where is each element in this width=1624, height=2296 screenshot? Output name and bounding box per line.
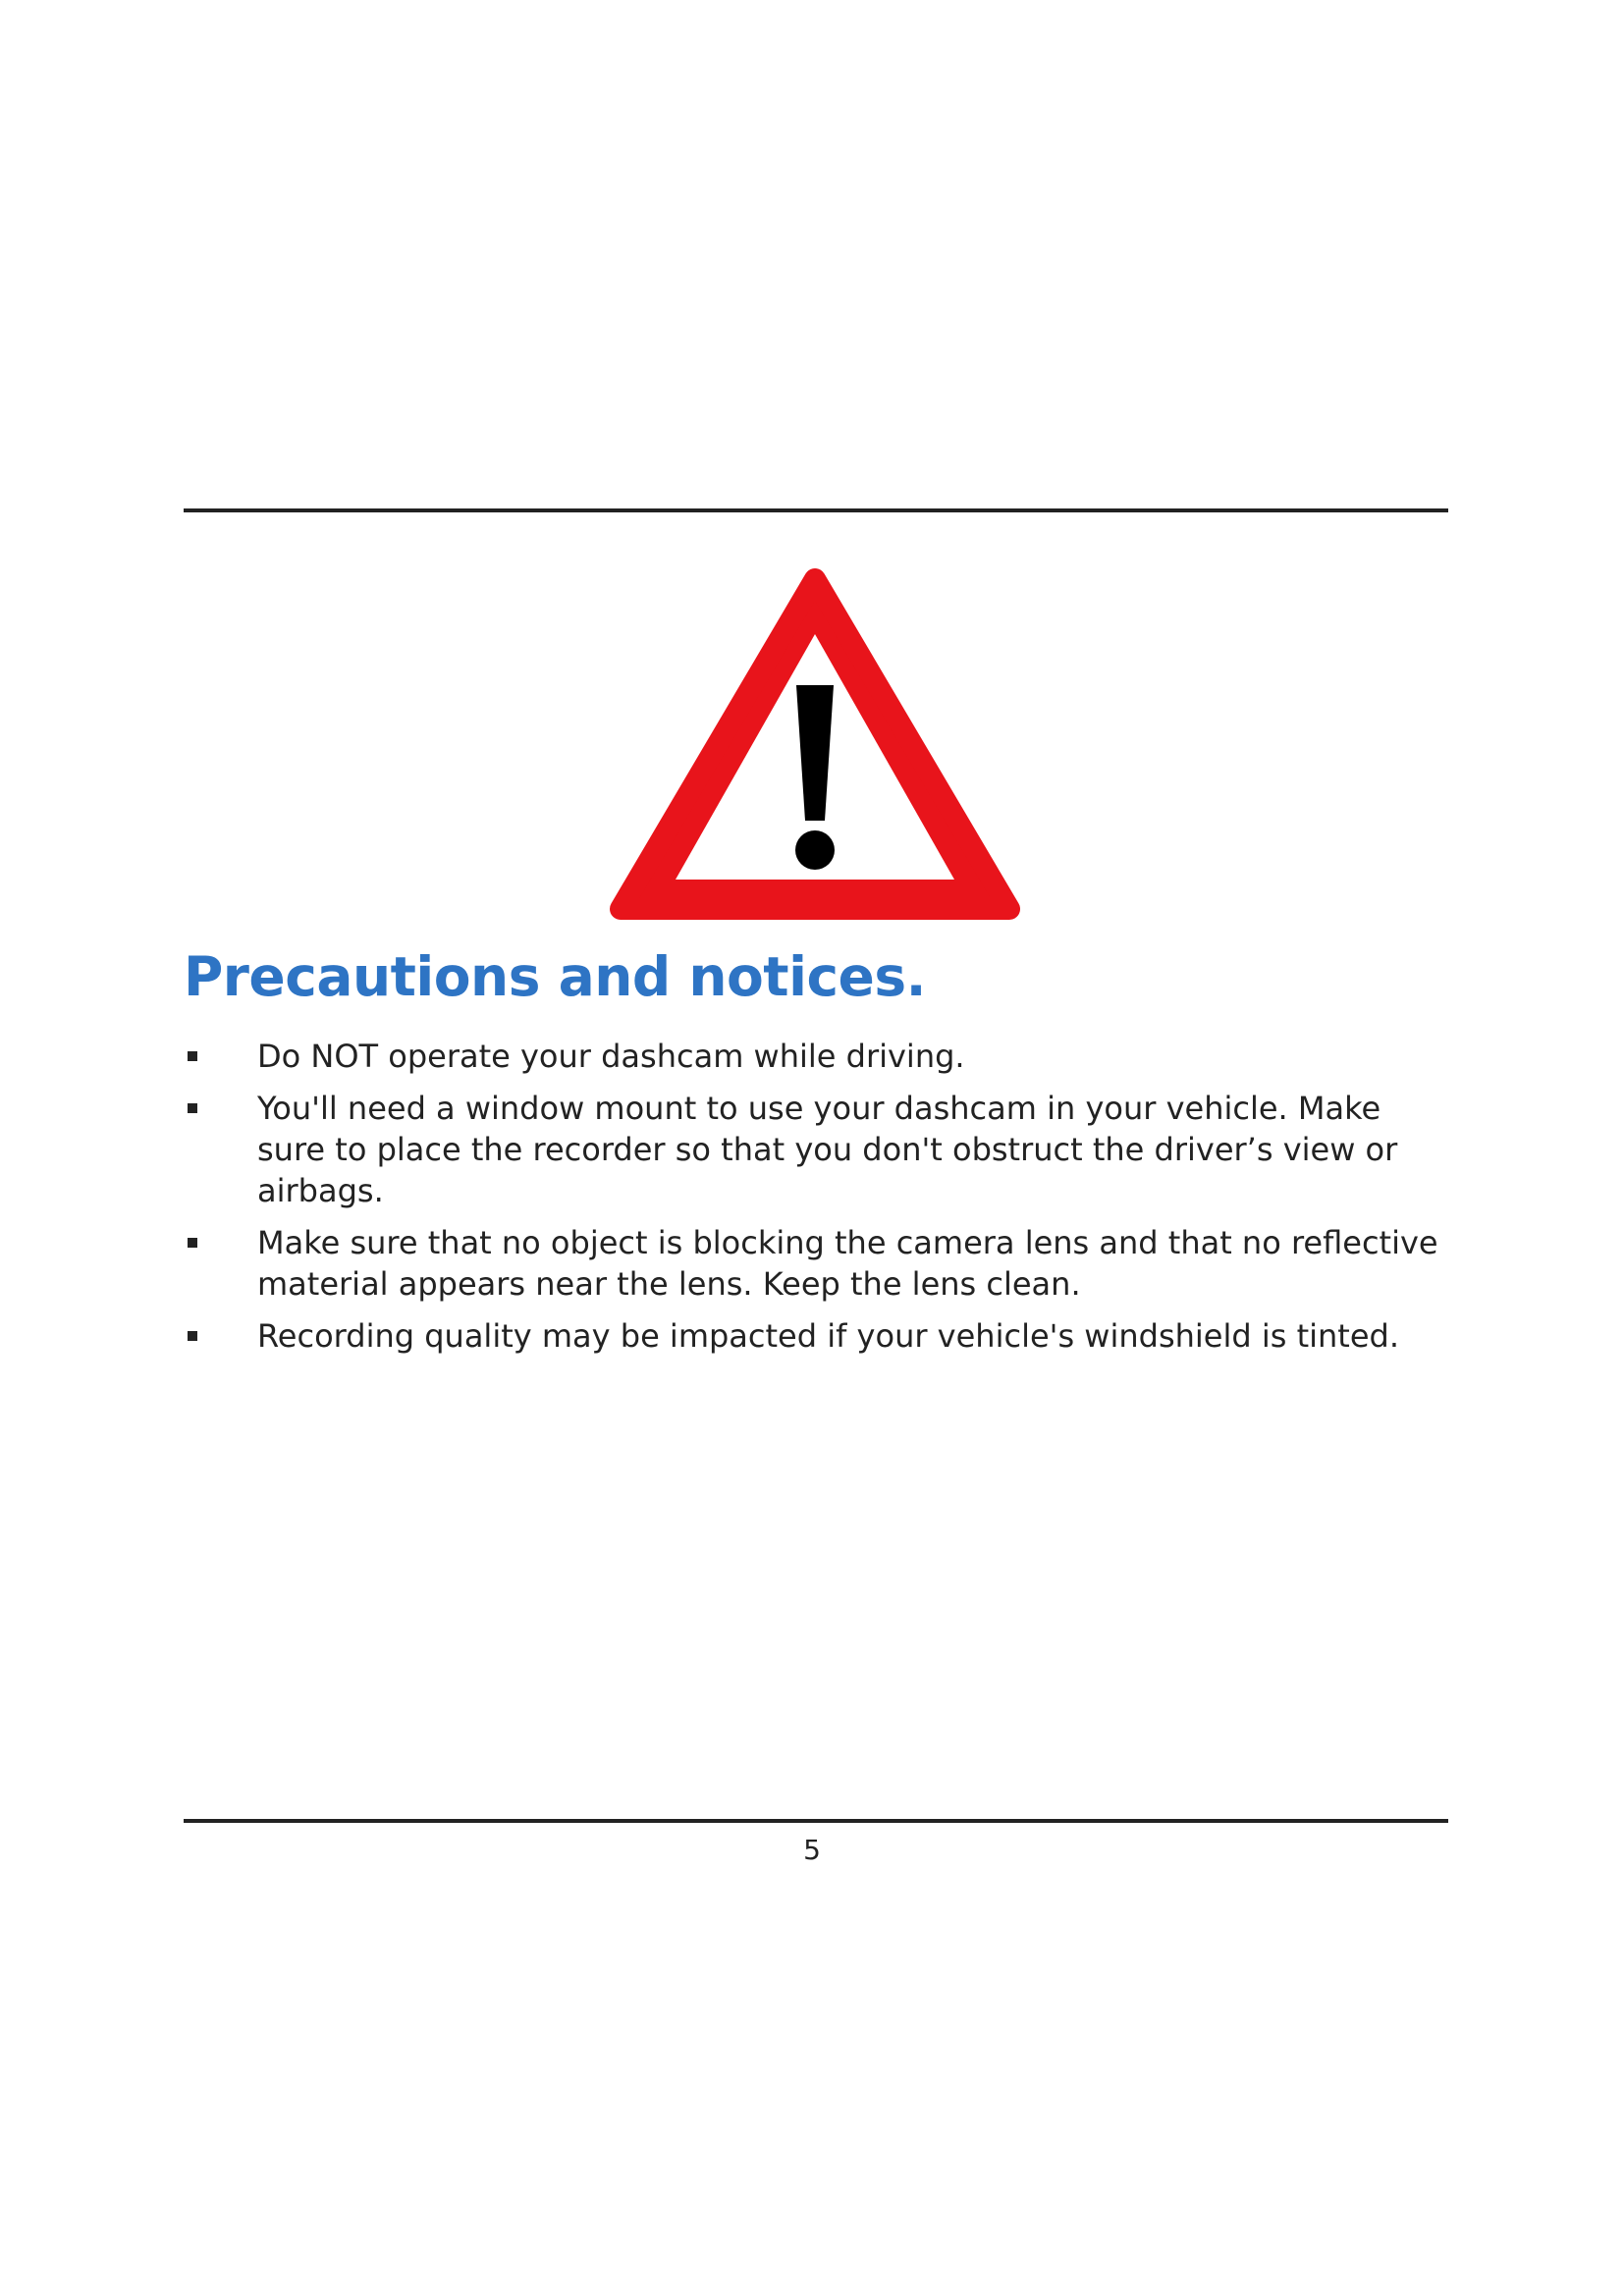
warning-triangle-icon [609,567,1021,921]
top-divider [184,508,1448,512]
list-item [184,1222,1448,1305]
list-item [184,1315,1448,1357]
page-title: Precautions and notices. [184,945,926,1008]
notice-list [184,1036,1448,1367]
bullet-icon [188,1331,197,1341]
notice-text: You'll need a window mount to use your dashcam in your vehicle. Make sure to place the recorder so that you don't obstruct the driver’s view or airbags. [257,1090,1398,1209]
page-number: 5 [803,1834,821,1866]
bullet-icon [188,1238,197,1248]
bottom-divider [184,1819,1448,1823]
notice-text: Do NOT operate your dashcam while driving. [257,1038,965,1075]
notice-text: Recording quality may be impacted if your vehicle's windshield is tinted. [257,1317,1400,1355]
bullet-icon [188,1051,197,1061]
exclamation-dot [795,830,835,870]
list-item [184,1088,1448,1211]
bullet-icon [188,1103,197,1113]
notice-text: Make sure that no object is blocking the camera lens and that no reflective material appears near the lens. Keep the lens clean. [257,1224,1438,1303]
list-item [184,1036,1448,1077]
